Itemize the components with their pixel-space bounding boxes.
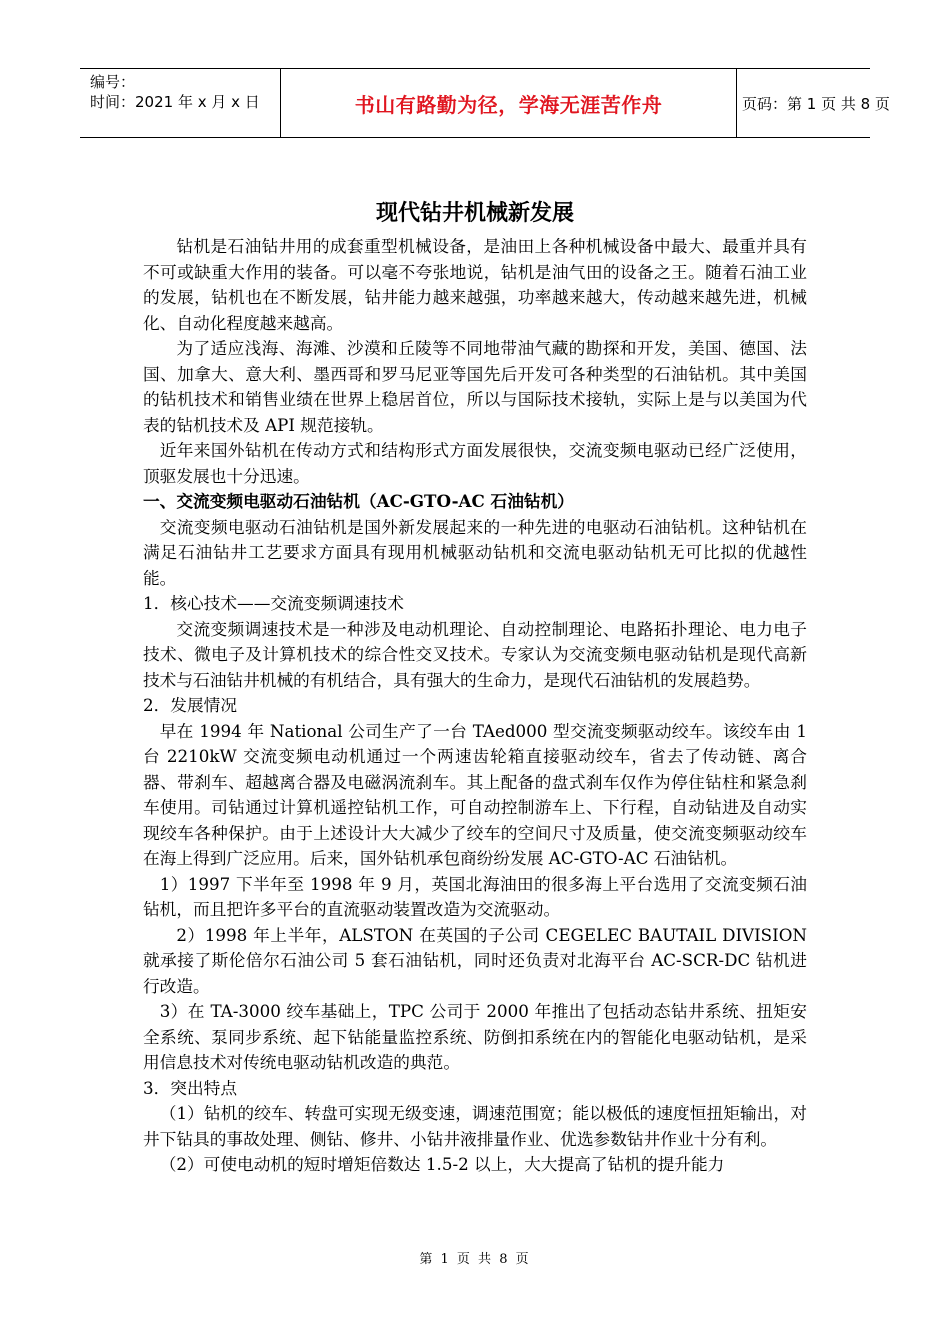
- list-item: （2）可使电动机的短时增矩倍数达 1.5-2 以上，大大提高了钻机的提升能力: [159, 1154, 725, 1174]
- page-footer: 第 1 页 共 8 页: [419, 1252, 531, 1267]
- section-heading: 一、交流变频电驱动石油钻机（AC-GTO-AC 石油钻机）: [143, 491, 574, 511]
- subsection-heading: 3．突出特点: [143, 1077, 238, 1098]
- page-header: [80, 68, 890, 138]
- paragraph: 交流变频调速技术是一种涉及电动机理论、自动控制理论、电路拓扑理论、电力电子技术、微电子及计算机技术的综合性交叉技术。专家认为交流变频电驱动钻机是现代高新技术与石油钻井机械的有机结合，具有强大的生命力，是现代石油钻机的发展趋势。: [143, 618, 807, 690]
- header-motto: 书山有路勤为径，学海无涯苦作舟: [280, 69, 737, 137]
- paragraph: 近年来国外钻机在传动方式和结构形式方面发展很快，交流变频电驱动已经广泛使用，顶驱发展也十分迅速。: [143, 440, 807, 486]
- document-date: 时间：2021 年 x 月 x 日: [90, 93, 260, 111]
- document-title: 现代钻井机械新发展: [375, 201, 574, 226]
- subsection-heading: 1．核心技术——交流变频调速技术: [143, 593, 404, 613]
- paragraph: 交流变频电驱动石油钻机是国外新发展起来的一种先进的电驱动石油钻机。这种钻机在满足石油钻井工艺要求方面具有现用机械驱动钻机和交流电驱动钻机无可比拟的优越性能。: [143, 516, 807, 588]
- paragraph: 为了适应浅海、海滩、沙漠和丘陵等不同地带油气藏的勘探和开发，美国、德国、法国、加拿大、意大利、墨西哥和罗马尼亚等国先后开发可各种类型的石油钻机。其中美国的钻机技术和销售业绩在世界上稳居首位，所以与国际技术接轨，实际上是与以美国为代表的钻机技术及 API 规范接轨。: [143, 338, 807, 435]
- document-body: [143, 234, 807, 1178]
- paragraph: 钻机是石油钻井用的成套重型机械设备，是油田上各种机械设备中最大、最重并具有不可或缺重大作用的装备。可以毫不夸张地说，钻机是油气田的设备之王。随着石油工业的发展，钻机也在不断发展，钻井能力越来越强，功率越来越大，传动越来越先进，机械化、自动化程度越来越高。: [143, 236, 807, 333]
- list-item: （1）钻机的绞车、转盘可实现无级变速，调速范围宽；能以极低的速度恒扭矩输出，对井下钻具的事故处理、侧钻、修井、小钻井液排量作业、优选参数钻井作业十分有利。: [143, 1103, 807, 1149]
- list-item: 1）1997 下半年至 1998 年 9 月，英国北海油田的很多海上平台选用了交流变频石油钻机，而且把许多平台的直流驱动装置改造为交流驱动。: [143, 873, 807, 919]
- header-meta: [80, 69, 280, 137]
- document-number-label: 编号：: [90, 73, 136, 91]
- subsection-heading: 2．发展情况: [143, 695, 238, 715]
- list-item: 2）1998 年上半年，ALSTON 在英国的子公司 CEGELEC BAUTAIL DIVISION 就承接了斯伦倍尔石油公司 5 套石油钻机，同时还负责对北海平台 AC-SCR-DC 钻机进行改造。: [143, 924, 807, 996]
- list-item: 3）在 TA-3000 绞车基础上，TPC 公司于 2000 年推出了包括动态钻井系统、扭矩安全系统、泵同步系统、起下钻能量监控系统、防倒扣系统在内的智能化电驱动钻机，是采用信息技术对传统电驱动钻机改造的典范。: [143, 1001, 807, 1072]
- paragraph: 早在 1994 年 National 公司生产了一台 TAed000 型交流变频驱动绞车。该绞车由 1 台 2210kW 交流变频电动机通过一个两速齿轮箱直接驱动绞车，省去了传动链、离合器、带刹车、超越离合器及电磁涡流刹车。其上配备的盘式刹车仅作为停住钻柱和紧急刹车使用。司钻通过计算机遥控钻机工作，可自动控制游车上、下行程，自动钻进及自动实现绞车各种保护。由于上述设计大大减少了绞车的空间尺寸及质量，使交流变频驱动绞车在海上得到广泛应用。后来，国外钻机承包商纷纷发展 AC-GTO-AC 石油钻机。: [143, 720, 807, 868]
- header-page-info: 页码：第 1 页 共 8 页: [742, 94, 890, 113]
